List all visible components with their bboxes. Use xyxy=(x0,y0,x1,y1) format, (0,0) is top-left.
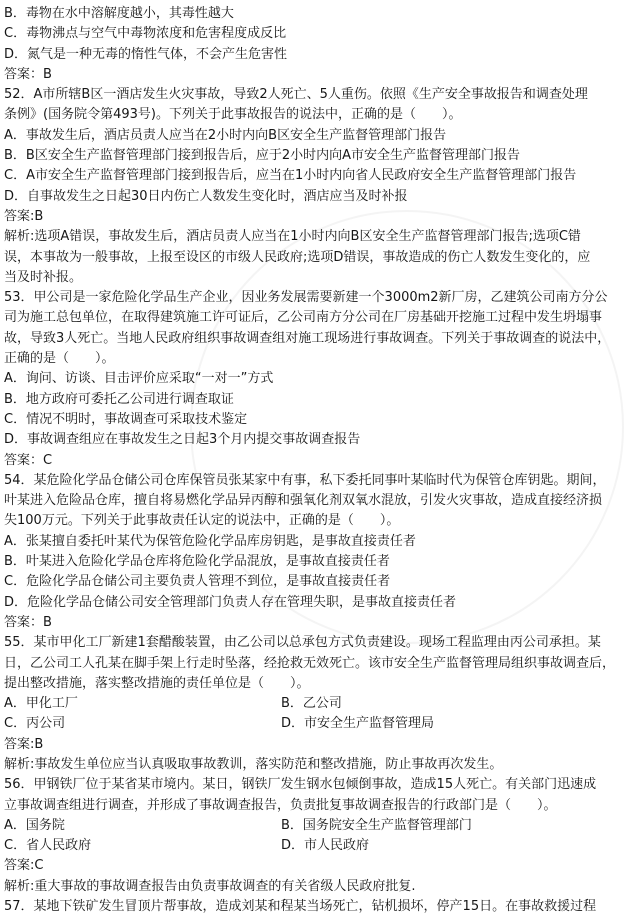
text-line: 56．甲钢铁厂位于某省某市境内。某日，钢铁厂发生钢水包倾倒事故，造成15人死亡。有关部门迅速成 xyxy=(4,777,597,793)
text-line: 叶某进入危险品仓库，擅自将易燃化学品异丙醇和强氧化剂双氧水混放，引发火灾事故，造成直接经济损 xyxy=(4,493,603,509)
text-line: 失100万元。下列关于此事故责任认定的说法中，正确的是（ ）。 xyxy=(4,513,400,529)
text-line: 55．某市甲化工厂新建1套醋酸装置，由乙公司以总承包方式负责建设。现场工程监理由丙公司承担。某 xyxy=(4,635,601,651)
text-line: 答案：B xyxy=(4,614,52,630)
text-line: 日，乙公司工人孔某在脚手架上行走时坠落，经抢救无效死亡。该市安全生产监督管理局组织事故调查后， xyxy=(4,655,616,671)
text-line: 53．甲公司是一家危险化学品生产企业，因业务发展需要新建一个3000m2新厂房，乙建筑公司南方分公 xyxy=(4,290,608,306)
text-line: C．危险化学品仓储公司主要负责人管理不到位，是事故直接责任者 xyxy=(4,574,391,590)
text-line: 当及时补报。 xyxy=(4,269,83,285)
text-line: 57．某地下铁矿发生冒顶片帮事故，造成刘某和程某当场死亡，钻机损坏，停产15日。在事故救援过程 xyxy=(4,899,597,915)
text-line: 54．某危险化学品仓储公司仓库保管员张某家中有事，私下委托同事叶某临时代为保管仓库钥匙。期间， xyxy=(4,472,606,488)
exam-document xyxy=(4,4,636,917)
text-line: 正确的是（ ）。 xyxy=(4,351,115,367)
option-text: C．省人民政府 xyxy=(4,838,92,854)
text-line: D．自事故发生之日起30日内伤亡人数发生变化时，酒店应当及时补报 xyxy=(4,188,408,204)
text-line: 答案：B xyxy=(4,66,52,82)
text-line: B．毒物在水中溶解度越小，其毒性越大 xyxy=(4,6,234,21)
text-line: B．地方政府可委托乙公司进行调查取证 xyxy=(4,391,234,407)
option-text: C．丙公司 xyxy=(4,716,66,732)
text-line: 误，本事故为一般事故，上报至设区的市级人民政府;选项D错误，事故造成的伤亡人数发生变化的，应 xyxy=(4,249,591,265)
text-line: 答案：C xyxy=(4,452,53,468)
option-row xyxy=(4,714,636,734)
text-line: 立事故调查组进行调查，并形成了事故调查报告，负责批复事故调查报告的行政部门是（ ）。 xyxy=(4,797,557,813)
text-line: D．危险化学品仓储公司安全管理部门负责人存在管理失职，是事故直接责任者 xyxy=(4,594,457,610)
text-line: 条例》(国务院令第493号)。下列关于此事故报告的说法中，正确的是（ ）。 xyxy=(4,107,462,123)
option-text: D．市安全生产监督管理局 xyxy=(281,716,435,732)
text-line: C．A市安全生产监督管理部门接到报告后，应当在1小时内向省人民政府安全生产监督管理部门报告 xyxy=(4,168,577,184)
option-row xyxy=(4,694,636,714)
option-text: D．市人民政府 xyxy=(281,838,370,854)
text-line: 答案:B xyxy=(4,736,44,752)
text-line: C．毒物沸点与空气中毒物浓度和危害程度成反比 xyxy=(4,26,287,42)
text-line: 答案:B xyxy=(4,208,44,224)
text-line: B．B区安全生产监督管理部门接到报告后，应于2小时内向A市安全生产监督管理部门报告 xyxy=(4,148,521,164)
text-line: 故，导致3人死亡。当地人民政府组织事故调查组对施工现场进行事故调查。下列关于事故调查的说法中， xyxy=(4,330,611,346)
option-text: A．国务院 xyxy=(4,817,65,833)
text-line: A．事故发生后，酒店员责人应当在2小时内向B区安全生产监督管理部门报告 xyxy=(4,127,447,143)
text-line: 司为施工总包单位，在取得建筑施工许可证后，乙公司南方分公司在厂房基础开挖施工过程中发生坍塌事 xyxy=(4,310,603,326)
text-line: D．事故调查组应在事故发生之日起3个月内提交事故调查报告 xyxy=(4,432,361,448)
text-line: 提出整改措施，落实整改措施的责任单位是（ ）。 xyxy=(4,675,310,691)
text-line: 52．A市所辖B区一酒店发生火灾事故，导致2人死亡、5人重伤。依照《生产安全事故报告和调查处理 xyxy=(4,87,588,103)
text-line: 答案:C xyxy=(4,858,44,874)
option-text: A．甲化工厂 xyxy=(4,696,78,712)
text-line: B．叶某进入危险化学品仓库将危险化学品混放，是事故直接责任者 xyxy=(4,554,390,570)
text-line: 解析:选项A错误，事故发生后，酒店员责人应当在1小时内向B区安全生产监督管理部门报告;选项C错 xyxy=(4,229,581,245)
option-row xyxy=(4,816,636,836)
text-line: D．氮气是一种无毒的惰性气体，不会产生危害性 xyxy=(4,46,288,62)
option-row xyxy=(4,836,636,856)
text-line: A．询问、访谈、目击评价应采取“一对一”方式 xyxy=(4,371,274,387)
text-line: 解析:重大事故的事故调查报告由负责事故调查的有关省级人民政府批复. xyxy=(4,878,416,894)
option-text: B．国务院安全生产监督管理部门 xyxy=(281,817,472,833)
text-line: C．情况不明时，事故调查可采取技术鉴定 xyxy=(4,411,248,427)
text-line: 解析:事故发生单位应当认真吸取事故教训，落实防范和整改措施，防止事故再次发生。 xyxy=(4,756,503,772)
text-line: A．张某擅自委托叶某代为保管危险化学品库房钥匙，是事故直接责任者 xyxy=(4,533,416,549)
option-text: B．乙公司 xyxy=(281,696,342,712)
